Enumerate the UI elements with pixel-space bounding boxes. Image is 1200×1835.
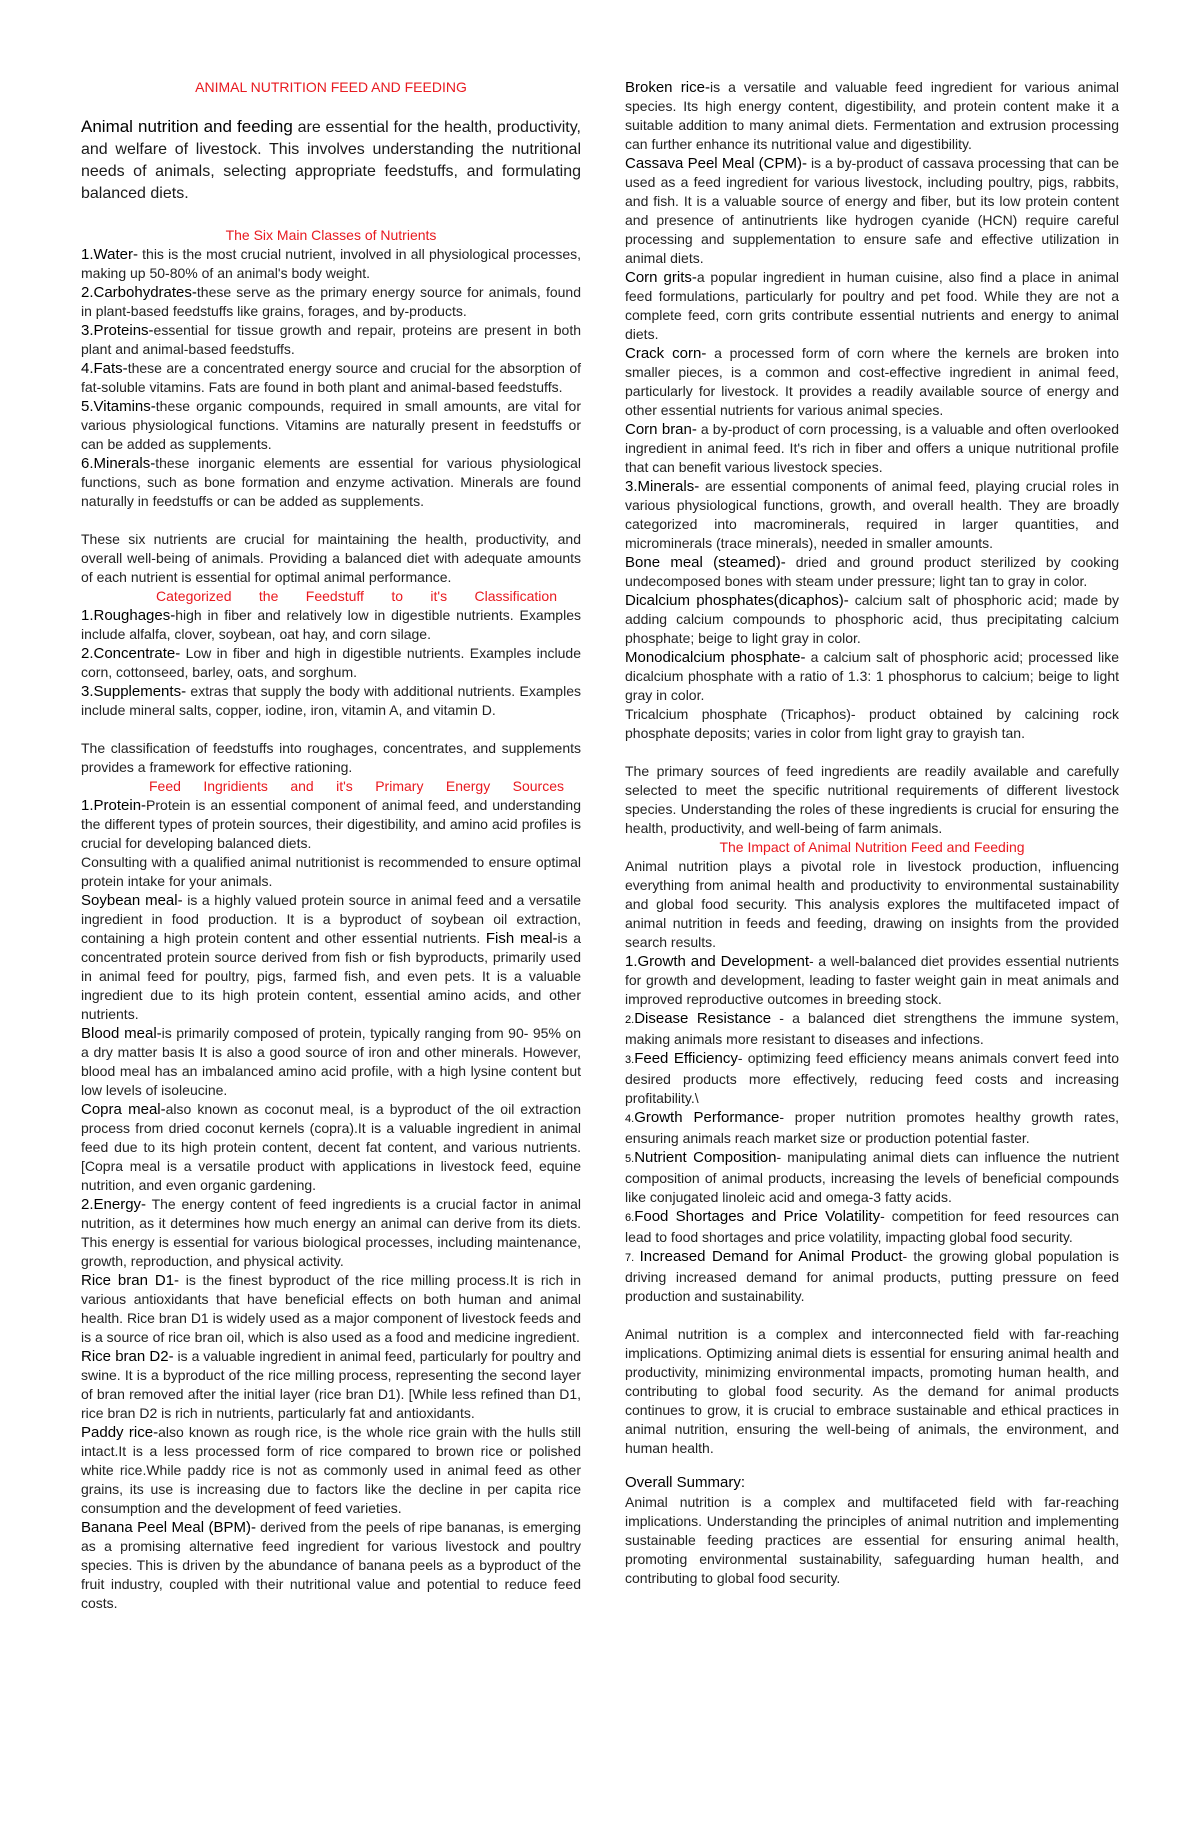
impact-text: - a balanced diet strengthens the immune system, making animals more resistant to diseases and infections.	[625, 1010, 1119, 1047]
ingredient-text: derived from the peels of ripe bananas, is emerging as a promising alternative feed ingredient for various livestock and poultry species. This is driven by the abundance of banana peels as a byproduct of the fruit industry, coupled with their nutritional value and potential to reduce feed costs.	[81, 1519, 581, 1611]
impact-text: - a well-balanced diet provides essential nutrients for growth and development, leading to faster weight gain in meat animals and improved reproductive outcomes in breeding stock.	[625, 953, 1119, 1007]
ingredient-term: Broken rice-	[625, 79, 710, 96]
ingredient-dicalcium-phosphate	[625, 591, 1119, 648]
ingredient-monodicalcium-phosphate	[625, 648, 1119, 705]
classification-heading: Categorized the Feedstuff to it's Classification	[156, 588, 557, 604]
classification-summary: The classification of feedstuffs into roughages, concentrates, and supplements provides a framework for effective rationing.	[81, 740, 581, 775]
ingredient-banana-peel-meal	[81, 1518, 581, 1613]
nutrients-summary: These six nutrients are crucial for maintaining the health, productivity, and overall well-being of animals. Providing a balanced diet with adequate amounts of each nutrient is essential for optimal animal performance.	[81, 531, 581, 585]
classification-term: 3.Supplements-	[81, 683, 187, 700]
intro-text: are essential for the health, productivity, and welfare of livestock. This involves understanding the nutritional needs of animals, selecting appropriate feedstuffs, and formulating balanced diets.	[81, 119, 582, 202]
ingredient-term: 1.Protein-	[81, 797, 147, 814]
impact-term: Growth Performance	[634, 1109, 780, 1126]
nutrient-text: essential for tissue growth and repair, proteins are present in both plant and animal-based feedstuffs.	[81, 322, 581, 357]
ingredient-text: calcium salt of phosphoric acid; made by adding calcium compounds to phosphoric acid, thus precipitating calcium phosphate; beige to light gray in color.	[625, 592, 1119, 646]
ingredient-term: Copra meal-	[81, 1101, 166, 1118]
ingredient-text-fish-meal: is a concentrated protein source derived from fish or fish byproducts, primarily used in animal feed for poultry, pigs, farmed fish, and even pets. It is a valuable ingredient due to its high protein content, essential amino acids, and other nutrients.	[81, 930, 581, 1022]
ingredient-blood-meal	[81, 1024, 581, 1100]
ingredients-heading: Feed Ingridients and it's Primary Energy Sources	[149, 778, 564, 794]
nutrient-item-fats	[81, 359, 581, 397]
ingredient-text: Protein is an essential component of animal feed, and understanding the different types of protein sources, their digestibility, and amino acid profiles is crucial for developing balanced diets.	[81, 797, 581, 851]
ingredient-term: Paddy rice-	[81, 1424, 159, 1441]
ingredient-tricalcium-phosphate: Tricalcium phosphate (Tricaphos)- product obtained by calcining rock phosphate deposits; varies in color from light gray to grayish tan.	[625, 706, 1119, 741]
right-column	[625, 78, 1119, 1588]
ingredient-term: Corn grits-	[625, 269, 697, 286]
ingredient-cassava-peel-meal	[625, 154, 1119, 268]
impact-term: Increased Demand for Animal Product	[639, 1248, 903, 1265]
impact-conclusion: Animal nutrition is a complex and interconnected field with far-reaching implications. Optimizing animal diets is essential for ensuring animal health and productivity, minimizing environmental impacts, promoting human health, and contributing to global food security. As the demand for animal products continues to grow, it is crucial to embrace sustainable and ethical practices in animal nutrition, ensuring the well-being of animals, the environment, and human health.	[625, 1326, 1119, 1456]
ingredient-text: a popular ingredient in human cuisine, also find a place in animal feed formulations, particularly for poultry and pet food. While they are not a complete feed, corn grits contribute essential nutrients and energy to animal diets.	[625, 269, 1119, 342]
impact-term: Disease Resistance	[634, 1010, 772, 1027]
ingredient-text: also known as coconut meal, is a byproduct of the oil extraction process from dried coconut kernels (copra).It is a valuable ingredient in animal feed due to its high protein content, decent fat content, and various nutrients. [Copra meal is a versatile product with applications in livestock feed, equine nutrition, and even organic gardening.	[81, 1101, 581, 1193]
nutrient-term: 1.Water-	[81, 246, 138, 263]
ingredient-corn-bran	[625, 420, 1119, 477]
impact-text: - the growing global population is driving increased demand for animal products, putting pressure on feed production and sustainability.	[625, 1248, 1119, 1304]
nutrient-item-proteins	[81, 321, 581, 359]
impact-item-growth-performance	[625, 1108, 1119, 1148]
nutrient-term: 2.Carbohydrates-	[81, 284, 197, 301]
classification-item-supplements	[81, 682, 581, 720]
nutrient-text: these are a concentrated energy source and crucial for the absorption of fat-soluble vitamins. Fats are found in both plant and animal-based feedstuffs.	[81, 360, 581, 395]
intro-paragraph	[81, 116, 581, 205]
nutrient-term: 4.Fats-	[81, 360, 128, 377]
classification-text: high in fiber and relatively low in digestible nutrients. Examples include alfalfa, clover, soybean, oat hay, and corn silage.	[81, 607, 581, 642]
impact-number: 3.	[625, 1054, 635, 1066]
impact-item-food-shortages	[625, 1207, 1119, 1247]
ingredient-corn-grits	[625, 268, 1119, 344]
classification-item-concentrate	[81, 644, 581, 682]
nutrient-text: these inorganic elements are essential for various physiological functions, such as bone formation and enzyme activation. Minerals are found naturally in feedstuffs or can be added as supplements.	[81, 455, 581, 509]
classification-item-roughages	[81, 606, 581, 644]
ingredient-text: is a highly valued protein source in animal feed and a versatile ingredient in food production. It is a byproduct of soybean oil extraction, containing a high protein content and other essential nutrients.	[81, 892, 581, 946]
impact-term: Growth and Development	[637, 953, 809, 970]
ingredient-text: is a valuable ingredient in animal feed, particularly for poultry and swine. It is a byproduct of the rice milling process, representing the second layer of bran removed after the initial layer (rice bran D1). [While less refined than D1, rice bran D2 is rich in nutrients, particularly fat and antioxidants.	[81, 1348, 581, 1421]
ingredient-rice-bran-d2	[81, 1347, 581, 1423]
nutrient-text: these serve as the primary energy source for animals, found in plant-based feedstuffs like grains, forages, and by-products.	[81, 284, 581, 319]
document-title: ANIMAL NUTRITION FEED AND FEEDING	[195, 79, 467, 95]
nutrient-text: this is the most crucial nutrient, involved in all physiological processes, making up 50-80% of an animal's body weight.	[81, 246, 581, 281]
impact-item-disease-resistance	[625, 1009, 1119, 1049]
ingredient-text: is the finest byproduct of the rice milling process.It is rich in various antioxidants that have beneficial effects on both human and animal health. Rice bran D1 is widely used as a major component of livestock feeds and is a source of rice bran oil, which is also used as a food and medicine ingredient.	[81, 1272, 581, 1345]
overall-summary-text: Animal nutrition is a complex and multifaceted field with far-reaching implications. Understanding the principles of animal nutrition and implementing sustainable feeding practices are essential for ensuring animal health, promoting environmental sustainability, safeguarding human health, and contributing to global food security.	[625, 1494, 1119, 1586]
ingredient-term: 2.Energy-	[81, 1196, 147, 1213]
ingredient-text: a processed form of corn where the kernels are broken into smaller pieces, is a common and cost-effective ingredient in animal feed, particularly for livestock. It provides a readily available source of energy and other essential nutrients for various animal species.	[625, 345, 1119, 418]
overall-summary-heading: Overall Summary:	[625, 1474, 746, 1491]
ingredient-term: 3.Minerals-	[625, 478, 700, 495]
ingredient-term: Bone meal (steamed)-	[625, 554, 786, 571]
left-column	[81, 78, 581, 1613]
ingredient-term: Rice bran D2-	[81, 1348, 174, 1365]
ingredient-consult-note: Consulting with a qualified animal nutritionist is recommended to ensure optimal protein intake for your animals.	[81, 854, 581, 889]
impact-text: - optimizing feed efficiency means animals convert feed into desired products more effectively, reducing feed costs and increasing profitability.\	[625, 1050, 1119, 1106]
ingredients-summary: The primary sources of feed ingredients are readily available and carefully selected to meet the specific nutritional requirements of different livestock species. Understanding the roles of these ingredients is crucial for ensuring the health, productivity, and well-being of farm animals.	[625, 763, 1119, 836]
ingredient-energy	[81, 1195, 581, 1271]
impact-item-nutrient-composition	[625, 1148, 1119, 1207]
ingredient-text: also known as rough rice, is the whole rice grain with the hulls still intact.It is a less processed form of rice compared to brown rice or polished white rice.While paddy rice is not as commonly used in animal feed as other grains, its use is increasing due to factors like the decline in per capita rice consumption and the development of feed varieties.	[81, 1424, 581, 1516]
impact-text: - proper nutrition promotes healthy growth rates, ensuring animals reach market size or production potential faster.	[625, 1109, 1119, 1146]
ingredient-term: Blood meal-	[81, 1025, 162, 1042]
nutrient-item-vitamins	[81, 397, 581, 454]
ingredient-crack-corn	[625, 344, 1119, 420]
nutrient-term: 6.Minerals-	[81, 455, 156, 472]
ingredient-text: a calcium salt of phosphoric acid; processed like dicalcium phosphate with a ratio of 1.3: 1 phosphorus to calcium; beige to light gray in color.	[625, 649, 1119, 703]
ingredient-text: are essential components of animal feed, playing crucial roles in various physiological functions, growth, and overall health. They are broadly categorized into macrominerals, required in larger quantities, and microminerals (trace minerals), needed in smaller amounts.	[625, 478, 1119, 551]
impact-heading: The Impact of Animal Nutrition Feed and Feeding	[719, 839, 1025, 855]
impact-term: Feed Efficiency	[634, 1050, 738, 1067]
impact-item-feed-efficiency	[625, 1049, 1119, 1108]
impact-text: - competition for feed resources can lead to food shortages and price volatility, impacting global food security.	[625, 1208, 1119, 1245]
ingredient-protein	[81, 796, 581, 853]
impact-term: Food Shortages and Price Volatility	[634, 1208, 881, 1225]
ingredient-term: Rice bran D1-	[81, 1272, 180, 1289]
ingredient-rice-bran-d1	[81, 1271, 581, 1347]
classification-term: 1.Roughages-	[81, 607, 176, 624]
ingredient-text: a by-product of corn processing, is a valuable and often overlooked ingredient in animal feed. It's rich in fiber and offers a unique nutritional profile that can benefit various livestock species.	[625, 421, 1119, 475]
nutrient-item-water	[81, 245, 581, 283]
nutrient-term: 5.Vitamins-	[81, 398, 156, 415]
ingredient-term: Soybean meal-	[81, 892, 183, 909]
impact-number: 2.	[625, 1014, 635, 1026]
ingredient-broken-rice	[625, 78, 1119, 154]
nutrient-text: these organic compounds, required in small amounts, are vital for various physiological functions. Vitamins are naturally present in feedstuffs or can be added as supplements.	[81, 398, 581, 452]
impact-intro: Animal nutrition plays a pivotal role in livestock production, influencing everything from animal health and productivity to environmental sustainability and global food security. This analysis explores the multifaceted impact of animal nutrition in feeds and feeding, drawing on insights from the provided search results.	[625, 858, 1119, 950]
ingredient-term: Corn bran-	[625, 421, 697, 438]
ingredient-minerals	[625, 477, 1119, 553]
nutrients-list	[81, 245, 581, 511]
ingredient-term: Crack corn-	[625, 345, 707, 362]
nutrient-item-minerals	[81, 454, 581, 511]
nutrient-item-carbohydrates	[81, 283, 581, 321]
ingredient-term: Dicalcium phosphates(dicaphos)-	[625, 592, 849, 609]
classification-text: extras that supply the body with additional nutrients. Examples include mineral salts, copper, iodine, iron, vitamin A, and vitamin D.	[81, 683, 581, 718]
nutrient-term: 3.Proteins-	[81, 322, 154, 339]
impact-text: - manipulating animal diets can influence the nutrient composition of animal products, increasing the levels of beneficial compounds like conjugated linoleic acid and omega-3 fatty acids.	[625, 1149, 1119, 1205]
classification-term: 2.Concentrate-	[81, 645, 181, 662]
intro-lead: Animal nutrition and feeding	[81, 117, 293, 136]
ingredient-text: dried and ground product sterilized by cooking undecomposed bones with steam under pressure; light tan to gray in color.	[625, 554, 1119, 589]
ingredient-copra-meal	[81, 1100, 581, 1195]
impact-list	[625, 952, 1119, 1306]
impact-item-increased-demand	[625, 1247, 1119, 1306]
impact-number: 1.	[625, 953, 638, 970]
ingredient-term: Monodicalcium phosphate-	[625, 649, 806, 666]
classification-list	[81, 606, 581, 720]
ingredient-term: Cassava Peel Meal (CPM)-	[625, 155, 807, 172]
ingredient-paddy-rice	[81, 1423, 581, 1518]
ingredient-bone-meal	[625, 553, 1119, 591]
classification-text: Low in fiber and high in digestible nutrients. Examples include corn, cottonseed, barley, oats, and sorghum.	[81, 645, 581, 680]
impact-number: 5.	[625, 1153, 635, 1165]
ingredient-term: Banana Peel Meal (BPM)-	[81, 1519, 256, 1536]
nutrients-heading: The Six Main Classes of Nutrients	[225, 227, 437, 243]
ingredient-term-fish-meal: Fish meal-	[485, 930, 558, 947]
ingredient-text: is primarily composed of protein, typically ranging from 90- 95% on a dry matter basis It is also a good source of iron and other minerals. However, blood meal has an imbalanced amino acid profile, with a high lysine content but low levels of isoleucine.	[81, 1025, 581, 1098]
impact-term: Nutrient Composition	[634, 1149, 777, 1166]
ingredient-text: is a versatile and valuable feed ingredient for various animal species. Its high energy content, digestibility, and protein content make it a suitable addition to many animal diets. Fermentation and extrusion processing can further enhance its nutritional value and digestibility.	[625, 79, 1120, 152]
ingredient-soybean-fish-meal	[81, 891, 581, 1024]
ingredient-text: is a by-product of cassava processing that can be used as a feed ingredient for various livestock, including poultry, pigs, rabbits, and fish. It is a valuable source of energy and fiber, but its low protein content and presence of antinutrients like hydrogen cyanide (HCN) require careful processing and supplementation to ensure safe and effective utilization in animal diets.	[625, 155, 1119, 266]
impact-item-growth-development	[625, 952, 1119, 1009]
impact-number: 7.	[625, 1252, 640, 1264]
impact-number: 6.	[625, 1212, 635, 1224]
impact-number: 4.	[625, 1113, 635, 1125]
ingredient-text: The energy content of feed ingredients is a crucial factor in animal nutrition, as it determines how much energy an animal can derive from its diets. This energy is essential for various biological processes, including maintenance, growth, reproduction, and physical activity.	[81, 1196, 581, 1269]
